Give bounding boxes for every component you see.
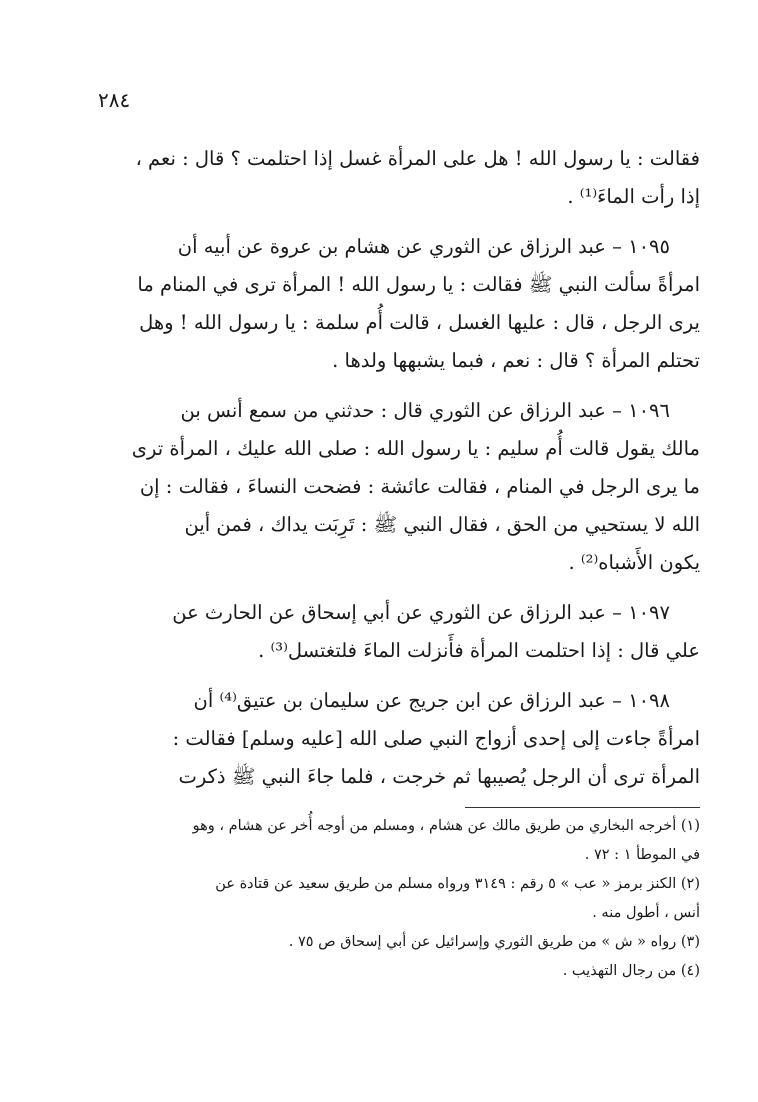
footnote-divider [465,807,700,808]
hadith-1095 [62,228,700,380]
hadith-1098 [62,682,700,796]
footnote-line: (٢) الكنز برمز « عب » ٥ رقم : ٣١٤٩ ورواه مسلم من طريق سعيد عن قتادة عن [215,876,700,892]
text-line: تحتلم المرأة ؟ قال : نعم ، فبما يشبهها ولدها . [332,349,700,372]
text-line: ١٠٩٧ – عبد الرزاق عن الثوري عن أبي إسحاق عن الحارث عن [172,601,670,624]
text-line: إذا رأت الماءَ⁽¹⁾ . [567,185,700,208]
hadith-1097 [62,594,700,670]
hadith-1096 [62,392,700,582]
text-line: الله لا يستحيي من الحق ، فقال النبي ﷺ : تَرِبَت يداك ، فمن أين [184,513,700,536]
text-line: ١٠٩٥ – عبد الرزاق عن الثوري عن هشام بن عروة عن أبيه أن [177,235,670,258]
footnote-1 [62,812,700,870]
text-line: علي قال : إذا احتلمت المرأة فأَنزلت الماءَ فلتغتسل⁽³⁾ . [258,639,700,662]
footnote-4 [62,957,700,986]
footnotes [62,812,700,986]
main-text [62,140,700,808]
text-line: امرأةً جاءت إلى إحدى أزواج النبي صلى الله [عليه وسلم] فقالت : [172,727,700,750]
text-line: ١٠٩٨ – عبد الرزاق عن ابن جريج عن سليمان بن عتيق⁽⁴⁾ أن [193,689,670,712]
text-line: ١٠٩٦ – عبد الرزاق عن الثوري قال : حدثني من سمع أنس بن [180,399,670,422]
page-number: ٢٨٤ [98,88,131,112]
text-line: فقالت : يا رسول الله ! هل على المرأة غسل إذا احتلمت ؟ قال : نعم ، [135,147,700,170]
footnote-2 [62,870,700,928]
text-line: مالك يقول قالت أُم سليم : يا رسول الله : صلى الله عليك ، المرأة ترى [131,437,700,460]
footnote-line: (٤) من رجال التهذيب . [562,963,700,979]
paragraph-1094-continuation [62,140,700,216]
text-line: ما يرى الرجل في المنام ، فقالت عائشة : فضحت النساءَ ، فقالت : إن [139,475,700,498]
footnote-3 [62,928,700,957]
text-line: امرأةً سألت النبي ﷺ فقالت : يا رسول الله ! المرأة ترى في المنام ما [137,273,700,296]
footnote-line: (٣) رواه « ش » من طريق الثوري وإسرائيل عن أبي إسحاق ص ٧٥ . [288,934,700,950]
text-line: المرأة ترى أن الرجل يُصيبها ثم خرجت ، فلما جاءَ النبي ﷺ ذكرت [178,765,700,788]
footnote-line: (١) أخرجه البخاري من طريق مالك عن هشام ، ومسلم من أوجه أُخر عن هشام ، وهو [192,818,700,834]
text-line: يرى الرجل ، قال : عليها الغسل ، قالت أُم سلمة : يا رسول الله ! وهل [139,311,700,334]
footnote-line: أنس ، أطول منه . [592,905,700,921]
footnote-line: في الموطأ ١ : ٧٢ . [584,847,700,863]
text-line: يكون الأَشباه⁽²⁾ . [568,551,700,574]
